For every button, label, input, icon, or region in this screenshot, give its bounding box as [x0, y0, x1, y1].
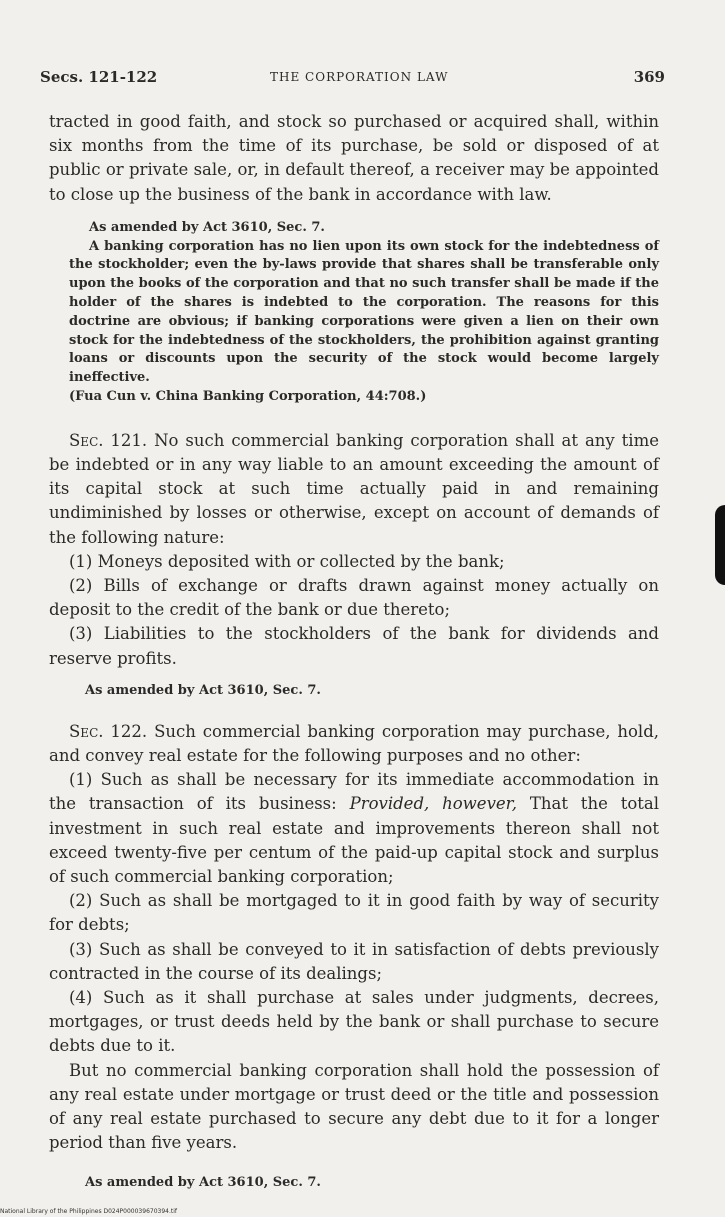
section-121-amendment: As amended by Act 3610, Sec. 7.: [85, 682, 321, 698]
section-121-item: (2) Bills of exchange or drafts drawn against money actually on deposit to the credit of the bank or due thereto;: [49, 576, 659, 620]
section-122-item: (3) Such as shall be conveyed to it in satisfaction of debts previously contracted in the course of its dealings;: [49, 939, 659, 983]
section-122-intro: Such commercial banking corporation may purchase, hold, and convey real estate for the following purposes and no other:: [49, 721, 660, 766]
annotation-citation: (Fua Cun v. China Banking Corporation, 44:708.): [69, 388, 427, 404]
section-122-item: (1) Such as shall be necessary for its immediate accommodation in the transaction of its business: Provided, however, That the total investment in such real estate and improvements thereon shall not exceed twenty-five per centum of the paid-up capital stock and surplus of such commercial banking corporation;: [49, 770, 660, 887]
section-122-amendment: As amended by Act 3610, Sec. 7.: [85, 1175, 321, 1191]
continuation-paragraph: tracted in good faith, and stock so purchased or acquired shall, within six months from the time of its purchase, be sold or disposed of at public or private sale, or, in default thereof, a receiver may be appointed to close up the business of the bank in accordance with law.: [49, 112, 659, 204]
section-121-label: Sec. 121.: [69, 430, 148, 450]
proviso: Provided, however,: [349, 794, 517, 814]
section-122-item: (2) Such as shall be mortgaged to it in good faith by way of security for debts;: [49, 891, 659, 935]
note-amendment: As amended by Act 3610, Sec. 7.: [89, 219, 325, 235]
section-121-intro: No such commercial banking corporation shall at any time be indebted or in any way liable to an amount exceeding the amount of its capital stock at such time actually paid in and remaining undiminished by losses or otherwise, except on account of demands of the following nature:: [49, 430, 659, 547]
section-122-closing: But no commercial banking corporation shall hold the possession of any real estate under mortgage or trust deed or the title and possession of any real estate purchased to secure any debt due to it for a longer period than five years.: [49, 1060, 659, 1153]
page-number: 369: [633, 68, 665, 86]
section-122-label: Sec. 122.: [69, 721, 148, 741]
section-122: [49, 720, 659, 768]
section-121-item: (1) Moneys deposited with or collected by the bank;: [69, 551, 505, 571]
scan-source-footer: National Library of the Philippines D024P000039670394.tif: [0, 1208, 178, 1215]
page-edge-mark: [715, 505, 725, 585]
section-reference: Secs. 121-122: [40, 68, 158, 86]
page-body: [49, 110, 659, 1190]
section-122-item: (4) Such as it shall purchase at sales under judgments, decrees, mortgages, or trust deeds held by the bank or shall purchase to secure debts due to it.: [49, 988, 659, 1056]
annotation-text: A banking corporation has no lien upon its own stock for the indebtedness of the stockholder; even the by-laws provide that shares shall be transferable only upon the books of the corporation and that no such transfer shall be made if the holder of the shares is indebted to the corporation. The reasons for this doctrine are obvious; if banking corporations were given a lien on their own stock for the indebtedness of the stockholders, the prohibition against granting loans or discounts upon the security of the stock would become largely ineffective.: [69, 238, 659, 386]
running-title: THE CORPORATION LAW: [270, 70, 449, 84]
section-121-item: (3) Liabilities to the stockholders of the bank for dividends and reserve profits.: [49, 624, 659, 668]
section-121: [49, 429, 659, 550]
running-header: [40, 68, 665, 90]
